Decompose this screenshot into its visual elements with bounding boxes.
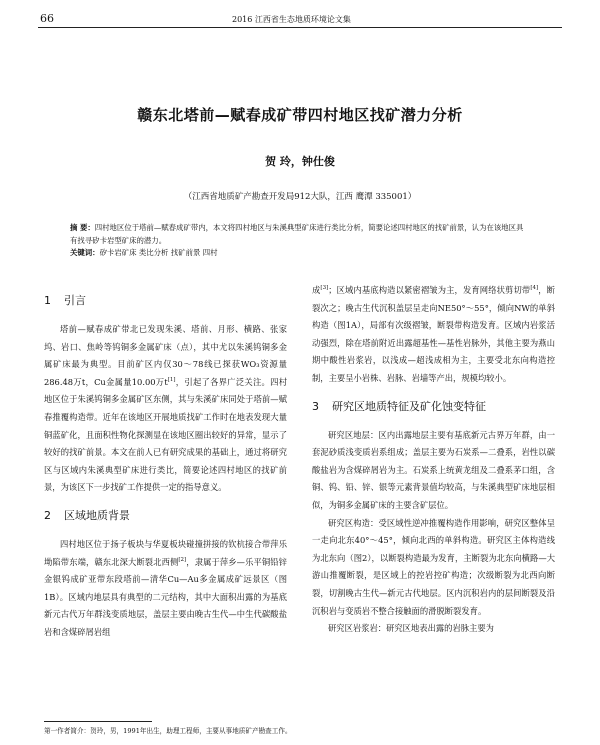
section-number: 3 — [312, 399, 319, 413]
abstract-label: 摘 要： — [70, 223, 95, 232]
intro-paragraph — [44, 321, 287, 497]
section-number: 1 — [44, 294, 51, 307]
paper-title: 赣东北塔前—赋春成矿带四村地区找矿潜力分析 — [137, 106, 463, 124]
left-column — [44, 282, 287, 642]
citation: [1] — [167, 377, 176, 384]
keywords — [70, 247, 530, 260]
abstract — [70, 222, 530, 247]
continuation-text-2: ，断裂次之；晚古生代沉积盖层呈走向NE50°～55°，倾向NW的单斜构造（图1A），局部有次级褶皱，断裂带构造发育。区域内岩浆活动强烈，除在塔前附近出露超基性—基性岩脉外，其他主要为燕山期中酸性岩浆岩，以浅成—超浅成相为主，主要受北东向构造控制，主要呈小岩株、岩脉、岩墙等产出，规模均较小。 — [312, 285, 555, 383]
section-title: 研究区地质特征及矿化蚀变特征 — [332, 399, 486, 413]
citation: [2] — [178, 556, 187, 563]
abstract-block — [70, 222, 530, 260]
section-title: 区域地质背景 — [64, 508, 130, 522]
footnote: 第一作者简介：贺玲，男，1991年出生，助理工程师，主要从事地质矿产勘查工作。 — [44, 727, 292, 735]
intro-text-part-1: 塔前—赋春成矿带北已发现朱溪、塔前、月形、横路、张家坞、岩口、焦岭等钨铜多金属矿床（点），其中尤以朱溪钨铜多金属矿床最为典型。目前矿区内仅30～78线已探获WO₃资源量286.48万t，Cu金属量10.00万t — [44, 324, 287, 387]
intro-text-part-2: ，引起了各界广泛关注。四村地区位于朱溪钨铜多金属矿区东侧，其与朱溪矿床同处于塔前—赋春推覆构造带。近年在该地区开展地质找矿工作时在地表发现大量铜蓝矿化，且面积性物化探测显在该地区圈出较好的异常，显示了较好的找矿前景。本文在前人已有研究成果的基础上，通过将研究区与区域内朱溪典型矿床进行类比，简要论述四村地区的找矿前景，为该区下一步找矿工作提供一定的指导意义。 — [44, 376, 287, 493]
citation: [4] — [530, 285, 539, 292]
section-heading-3 — [312, 398, 555, 416]
geology-paragraph-continued — [312, 282, 555, 388]
abstract-text: 四村地区位于塔前—赋春成矿带内，本文将四村地区与朱溪典型矿床进行类比分析，简要论述四村地区的找矿前景，认为在该地区具有找寻矽卡岩型矿床的潜力。 — [70, 223, 524, 245]
strata-paragraph: 研究区地层：区内出露地层主要有基底新元古界万年群，由一套泥砂质浅变质岩系组成；盖层主要为石炭系—二叠系，岩性以碳酸盐岩为含煤碎屑岩为主。石炭系上统黄龙组及二叠系茅口组，含铜、钨、铅、锌、银等元素背景值均较高，与朱溪典型矿床地层相似，为铜多金属矿床的主要含矿层位。 — [312, 429, 555, 510]
running-head: 2016 江西省生态地质环境论文集 — [232, 15, 351, 24]
authors: 贺 玲，钟仕俊 — [265, 155, 335, 168]
magmatic-paragraph: 研究区岩浆岩：研究区地表出露的岩脉主要为 — [328, 623, 494, 634]
affiliation: （江西省地质矿产勘查开发局912大队，江西 鹰潭 335001） — [183, 192, 417, 202]
geology-text-part-1: 四村地区位于扬子板块与华夏板块碰撞拼接的钦杭接合带萍乐坳陷带东端，赣东北深大断裂北西侧 — [44, 538, 287, 567]
geology-text-part-2: ，隶属于萍乡—乐平铜铅锌金银钨成矿亚带东段塔前—清华Cu—Au多金属成矿远景区（图1B）。区域内地层具有典型的二元结构，其中大面积出露的为基底新元古代万年群浅变质地层，盖层主要由晚古生代—中生代碳酸盐岩和含煤碎屑岩组 — [44, 556, 287, 637]
structure-paragraph: 研究区构造：受区域性逆冲推覆构造作用影响，研究区整体呈一走向北东40°～45°，倾向北西的单斜构造。研究区主体构造线为北东向（图2），以断裂构造最为发育，主断裂为北东向横路—大游山推覆断裂，是区域上的控岩控矿构造；次级断裂为北西向断裂，切割晚古生代—新元古代地层。区内沉积岩内的层间断裂及沿沉积岩与变质岩不整合接触面的滑脱断裂发育。 — [312, 517, 555, 616]
section-title: 引言 — [64, 294, 86, 307]
citation: [3] — [320, 285, 329, 292]
section-number: 2 — [44, 508, 51, 522]
keywords-text: 矽卡岩矿床 类比分析 找矿前景 四村 — [99, 248, 218, 257]
section-heading-2 — [44, 507, 287, 525]
page-number: 66 — [40, 12, 54, 25]
continuation-text-0: 成 — [312, 285, 321, 295]
keywords-label: 关键词： — [70, 248, 100, 257]
section-heading-1 — [44, 292, 287, 310]
header-rule — [38, 27, 562, 28]
continuation-text-1: ；区域内基底构造以紧密褶皱为主，发育网络状剪切带 — [328, 285, 531, 295]
footnote-rule — [44, 721, 152, 722]
right-column — [312, 282, 555, 638]
geology-paragraph — [44, 536, 287, 642]
